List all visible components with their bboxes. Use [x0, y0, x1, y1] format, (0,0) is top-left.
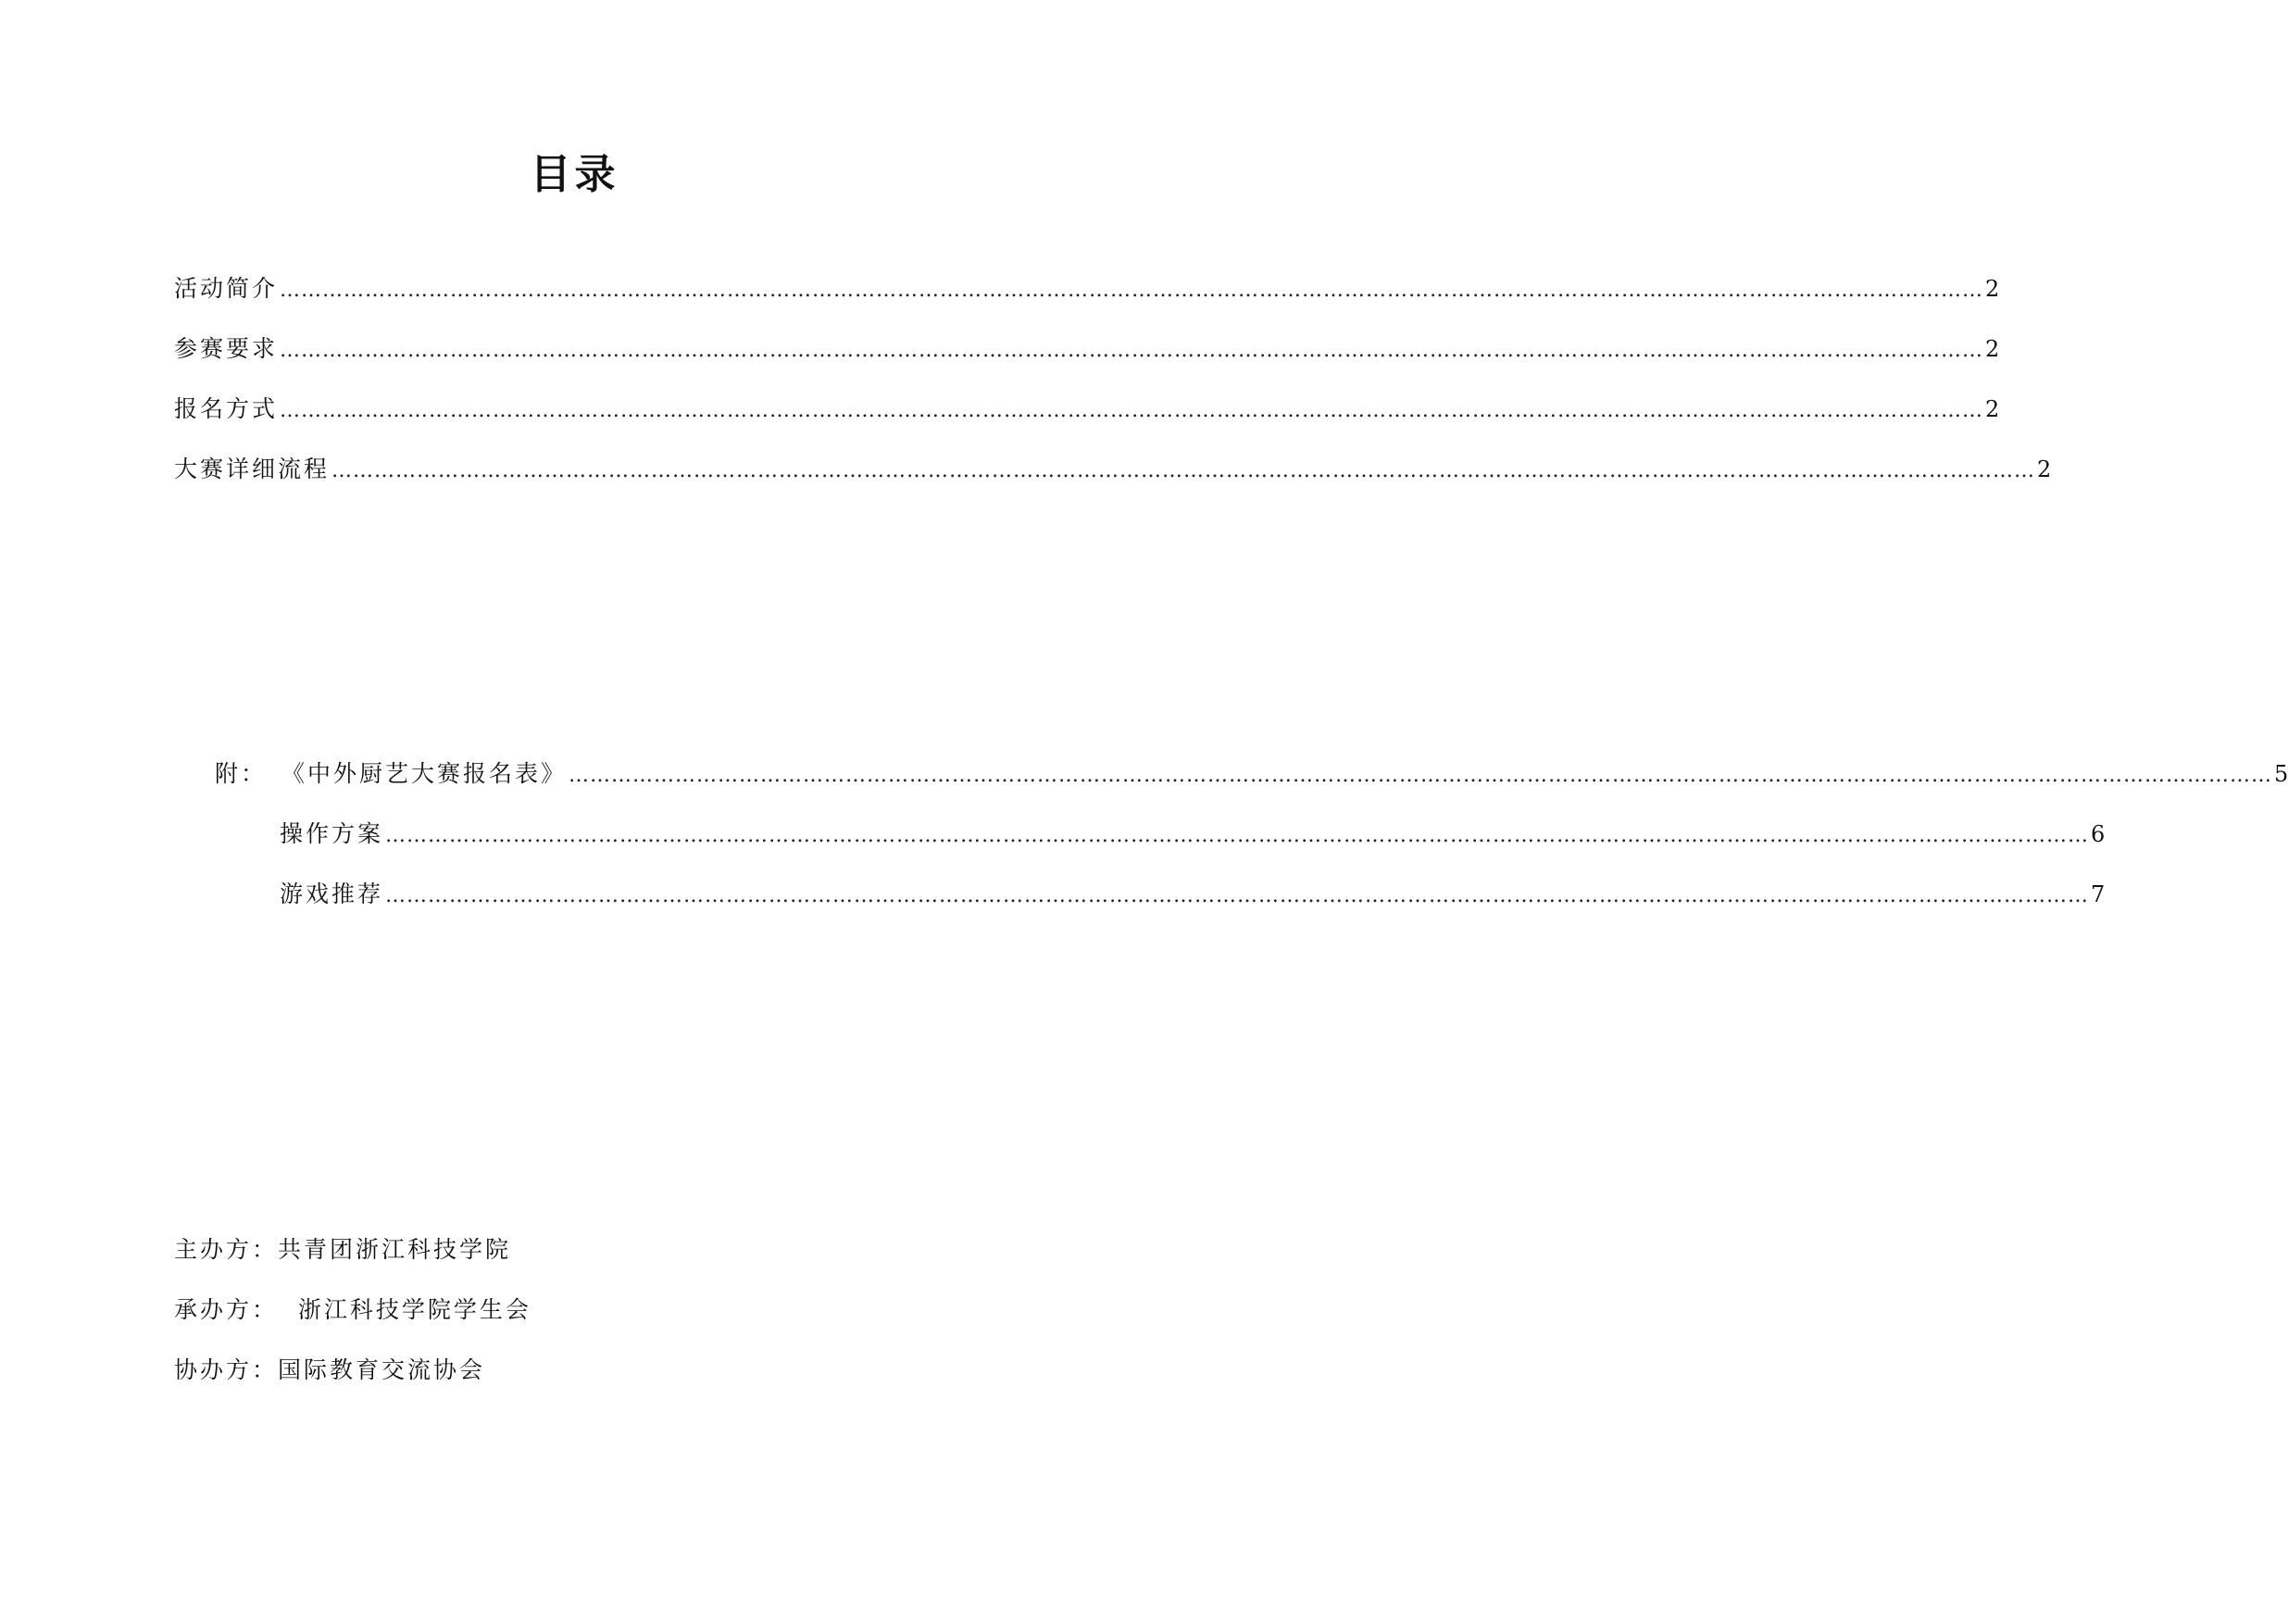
toc-page-number: 7: [2091, 881, 2106, 907]
toc-leader-dots: ……………………………………………………………………………………………………………………………………………………………………………………………………………………: [280, 279, 1984, 302]
toc-leader-dots: ……………………………………………………………………………………………………………………………………………………………………………………………………………………: [385, 884, 2090, 907]
toc-page-number: 2: [1985, 276, 2000, 302]
toc-entry[interactable]: [174, 270, 2000, 304]
toc-entry-label: 报名方式: [174, 395, 279, 422]
toc-entry[interactable]: [174, 451, 2052, 484]
toc-leader-dots: ……………………………………………………………………………………………………………………………………………………………………………………………………………………: [385, 824, 2090, 847]
appendix-entry-label: 《中外厨艺大赛报名表》: [281, 760, 568, 787]
toc-leader-dots: ……………………………………………………………………………………………………………………………………………………………………………………………………………………: [280, 339, 1984, 362]
toc-page-number: 2: [2037, 456, 2052, 482]
appendix-entry[interactable]: [215, 756, 2288, 789]
toc-leader-dots: ……………………………………………………………………………………………………………………………………………………………………………………………………………………: [280, 399, 1984, 422]
sponsor-coorganizer: 协办方：国际教育交流协会: [174, 1356, 486, 1383]
appendix-entry-label: 操作方案: [280, 820, 384, 847]
appendix-entry[interactable]: [280, 876, 2106, 909]
sponsor-organizer: 承办方： 浙江科技学院学生会: [174, 1296, 531, 1323]
page-title: 目录: [530, 151, 619, 198]
toc-leader-dots: ……………………………………………………………………………………………………………………………………………………………………………………………………………………: [331, 459, 2036, 482]
toc-entry-label: 参赛要求: [174, 335, 279, 362]
toc-leader-dots: ……………………………………………………………………………………………………………………………………………………………………………………………………………………: [569, 764, 2273, 787]
sponsor-host: 主办方：共青团浙江科技学院: [174, 1236, 512, 1263]
toc-entry-label: 活动简介: [174, 275, 279, 302]
toc-page-number: 2: [1985, 336, 2000, 362]
appendix-entry[interactable]: [280, 816, 2106, 849]
toc-entry[interactable]: [174, 391, 2000, 424]
toc-entry-label: 大赛详细流程: [174, 456, 331, 482]
toc-page-number: 2: [1985, 396, 2000, 422]
appendix-prefix: 附：: [215, 760, 268, 787]
toc-entry[interactable]: [174, 331, 2000, 364]
toc-page-number: 6: [2091, 821, 2106, 847]
appendix-entry-label: 游戏推荐: [280, 881, 384, 907]
toc-page-number: 5: [2274, 761, 2288, 787]
